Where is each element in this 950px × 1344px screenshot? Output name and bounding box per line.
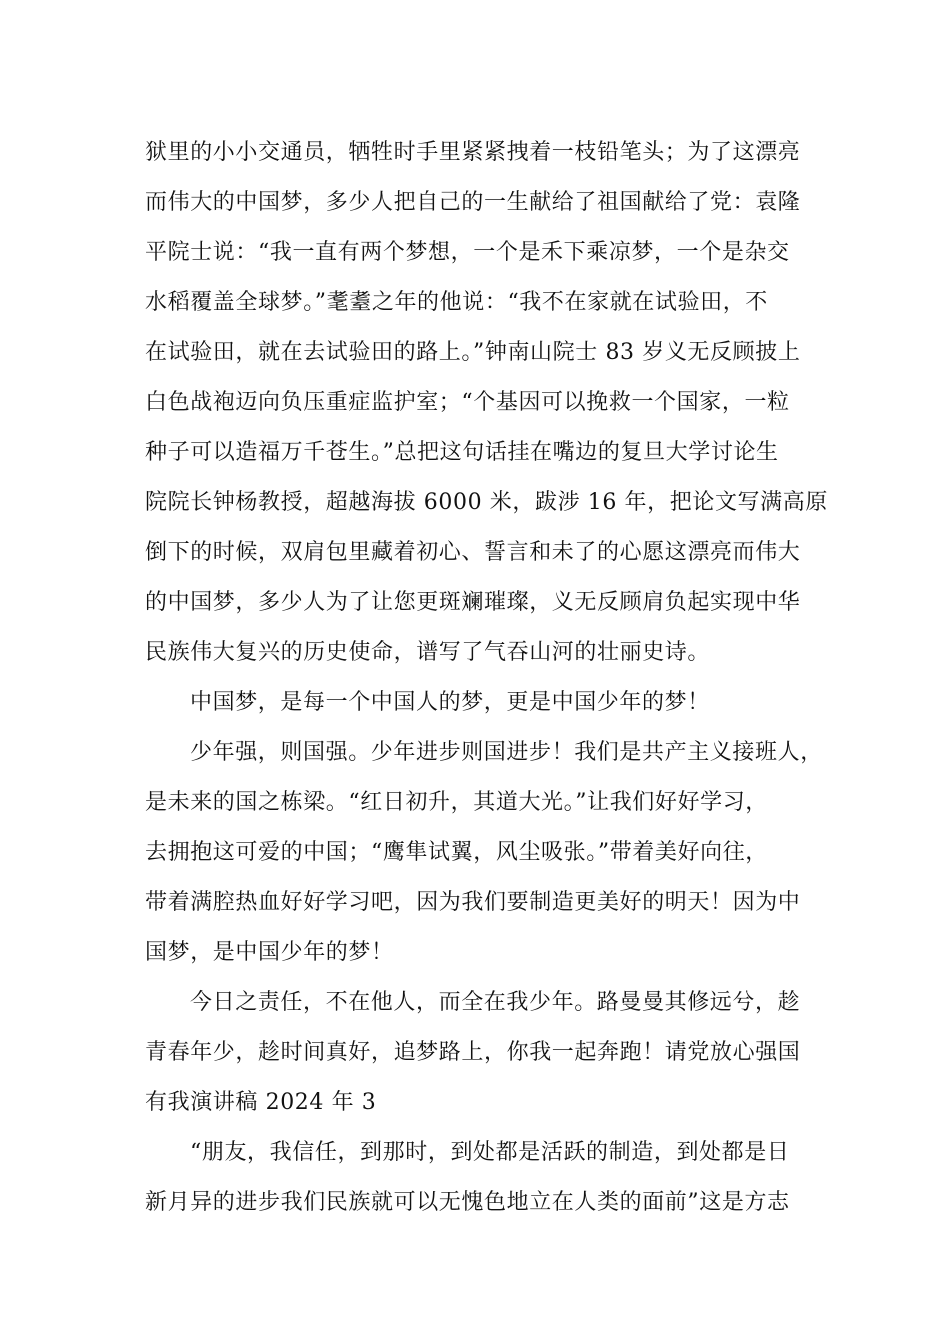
text-line: 青春年少，趁时间真好，追梦路上，你我一起奔跑！请党放心强国 (145, 1040, 801, 1065)
text-line: 是未来的国之栋梁。“红日初升，其道大光。”让我们好好学习， (145, 790, 768, 815)
text-line: 民族伟大复兴的历史使命，谱写了气吞山河的壮丽史诗。 (145, 640, 711, 665)
text-line: 去拥抱这可爱的中国；“鹰隼试翼，风尘吸张。”带着美好向往， (145, 840, 768, 865)
text-line: 的中国梦，多少人为了让您更斑斓璀璨，义无反顾肩负起实现中华 (145, 590, 801, 615)
text-line: 狱里的小小交通员，牺牲时手里紧紧拽着一枝铅笔头；为了这漂亮 (145, 140, 801, 165)
text-line: 少年强，则国强。少年进步则国进步！我们是共产主义接班人， (190, 740, 823, 765)
text-line: 新月异的进步我们民族就可以无愧色地立在人类的面前”这是方志 (145, 1190, 790, 1215)
text-line: 在试验田，就在去试验田的路上。”钟南山院士 83 岁义无反顾披上 (145, 340, 801, 365)
text-line: 今日之责任，不在他人，而全在我少年。路曼曼其修远兮，趁 (190, 990, 801, 1015)
text-line: 带着满腔热血好好学习吧，因为我们要制造更美好的明天！因为中 (145, 890, 801, 915)
text-line: 国梦，是中国少年的梦！ (145, 940, 394, 965)
text-line: 平院士说：“我一直有两个梦想，一个是禾下乘凉梦，一个是杂交 (145, 240, 790, 265)
text-line: 院院长钟杨教授，超越海拔 6000 米，跋涉 16 年，把论文写满高原 (145, 490, 828, 515)
text-line: 有我演讲稿 2024 年 3 (145, 1090, 377, 1115)
text-line: 倒下的时候，双肩包里藏着初心、誓言和未了的心愿这漂亮而伟大 (145, 540, 801, 565)
text-line: 白色战袍迈向负压重症监护室；“个基因可以挽救一个国家，一粒 (145, 390, 790, 415)
text-line: 中国梦，是每一个中国人的梦，更是中国少年的梦！ (190, 690, 710, 715)
text-line: 水稻覆盖全球梦。”耄耋之年的他说：“我不在家就在试验田，不 (145, 290, 768, 315)
text-line: 种子可以造福万千苍生。”总把这句话挂在嘴边的复旦大学讨论生 (145, 440, 779, 465)
text-line: 而伟大的中国梦，多少人把自己的一生献给了祖国献给了党：袁隆 (145, 190, 801, 215)
text-line: “朋友，我信任，到那时，到处都是活跃的制造，到处都是日 (190, 1140, 790, 1165)
